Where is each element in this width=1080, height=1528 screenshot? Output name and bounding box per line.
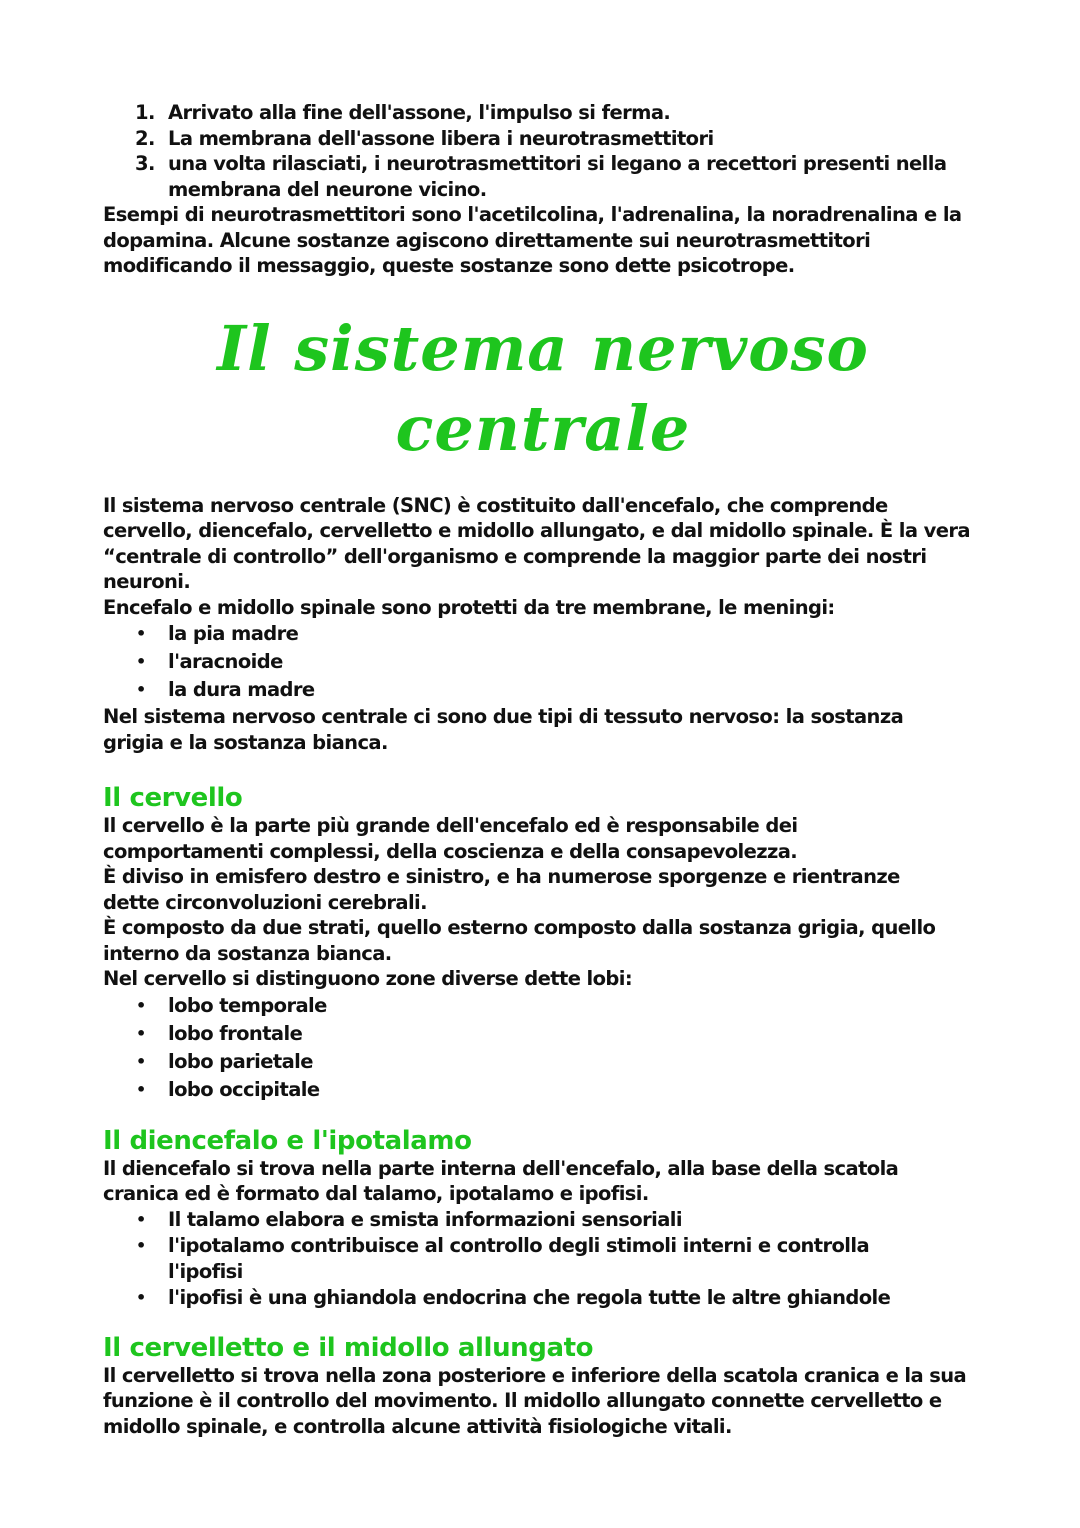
list-item-text: l'aracnoide <box>168 650 283 673</box>
list-item-text: la pia madre <box>168 622 299 645</box>
list-item <box>103 100 983 126</box>
cervello-paragraph-3: È composto da due strati, quello esterno composto dalla sostanza grigia, quello interno da sostanza bianca. <box>103 916 936 965</box>
document-page <box>103 100 983 1439</box>
list-item-text: lobo frontale <box>168 1021 303 1045</box>
list-item-text: la dura madre <box>168 678 315 701</box>
list-item <box>103 1285 943 1311</box>
list-item-text: l'ipotalamo contribuisce al controllo degli stimoli interni e controlla l'ipofisi <box>168 1233 870 1283</box>
list-item <box>103 1048 983 1076</box>
list-number: 3. <box>135 152 155 175</box>
section-heading-cervello: Il cervello <box>103 783 243 813</box>
list-item <box>103 151 983 202</box>
list-item-text: lobo occipitale <box>168 1077 320 1101</box>
cervello-paragraph-2: È diviso in emisfero destro e sinistro, e ha numerose sporgenze e rientranze dette circonvoluzioni cerebrali. <box>103 865 900 914</box>
page-title: Il sistema nervoso centrale <box>217 311 869 465</box>
list-item <box>103 1233 943 1285</box>
bullet-icon: • <box>136 1235 146 1255</box>
list-item <box>103 1207 943 1233</box>
bullet-icon: • <box>136 1023 146 1043</box>
bullet-icon: • <box>136 1287 146 1307</box>
list-item-text: l'ipofisi è una ghiandola endocrina che regola tutte le altre ghiandole <box>168 1285 891 1309</box>
bullet-icon: • <box>136 1051 146 1071</box>
synapse-steps-list <box>103 100 983 202</box>
diencefalo-list <box>103 1207 983 1311</box>
bullet-icon: • <box>136 1209 146 1229</box>
list-item <box>103 1020 983 1048</box>
bullet-icon: • <box>136 995 146 1015</box>
snc-paragraph-1: Il sistema nervoso centrale (SNC) è costituito dall'encefalo, che comprende cervello, diencefalo, cervelletto e midollo allungato, e dal midollo spinale. È la vera “centrale di controllo” dell'organismo e comprende la maggior parte dei nostri neuroni. <box>103 493 970 593</box>
list-item-text: una volta rilasciati, i neurotrasmettitori si legano a recettori presenti nella membrana del neurone vicino. <box>168 152 947 201</box>
list-number: 2. <box>135 126 155 150</box>
cervelletto-paragraph: Il cervelletto si trova nella zona posteriore e inferiore della scatola cranica e la sua funzione è il controllo del movimento. Il midollo allungato connette cervelletto e midollo spinale, e controlla alcune attività fisiologiche vitali. <box>103 1363 967 1438</box>
cervello-paragraph-1: Il cervello è la parte più grande dell'encefalo ed è responsabile dei comportamenti complessi, della coscienza e della consapevolezza. <box>103 814 798 863</box>
list-item-text: lobo temporale <box>168 993 327 1017</box>
snc-paragraph-2: Encefalo e midollo spinale sono protetti da tre membrane, le meningi: <box>103 595 835 619</box>
diencefalo-paragraph: Il diencefalo si trova nella parte interna dell'encefalo, alla base della scatola cranica ed è formato dal talamo, ipotalamo e ipofisi. <box>103 1156 899 1205</box>
list-item <box>103 620 983 648</box>
bullet-icon: • <box>136 1079 146 1099</box>
lobi-list <box>103 992 983 1104</box>
list-item <box>103 648 983 676</box>
list-item <box>103 676 983 704</box>
list-item-text: Il talamo elabora e smista informazioni sensoriali <box>168 1207 682 1231</box>
list-item <box>103 126 983 152</box>
list-item-text: Arrivato alla fine dell'assone, l'impulso si ferma. <box>168 101 671 124</box>
list-number: 1. <box>135 101 155 124</box>
bullet-icon: • <box>136 652 146 671</box>
neurotransmitters-paragraph: Esempi di neurotrasmettitori sono l'acetilcolina, l'adrenalina, la noradrenalina e la dopamina. Alcune sostanze agiscono direttamente sui neurotrasmettitori modificando il messaggio, queste sostanze sono dette psicotrope. <box>103 203 962 277</box>
list-item-text: La membrana dell'assone libera i neurotrasmettitori <box>168 126 714 150</box>
meningi-list <box>103 620 983 704</box>
bullet-icon: • <box>136 680 146 699</box>
section-heading-cervelletto: Il cervelletto e il midollo allungato <box>103 1332 594 1363</box>
list-item <box>103 1076 983 1104</box>
list-item <box>103 992 983 1020</box>
list-item-text: lobo parietale <box>168 1049 313 1073</box>
section-heading-diencefalo: Il diencefalo e l'ipotalamo <box>103 1125 472 1156</box>
snc-paragraph-3: Nel sistema nervoso centrale ci sono due tipi di tessuto nervoso: la sostanza grigia e la sostanza bianca. <box>103 705 904 754</box>
cervello-paragraph-4: Nel cervello si distinguono zone diverse dette lobi: <box>103 967 633 990</box>
bullet-icon: • <box>136 624 146 643</box>
